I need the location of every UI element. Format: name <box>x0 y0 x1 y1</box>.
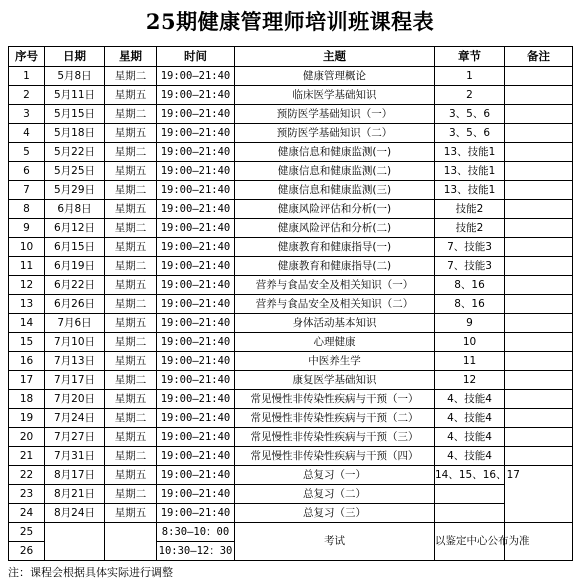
cell-chapter: 8、16 <box>435 295 505 314</box>
cell-date: 6月12日 <box>45 219 105 238</box>
cell-chapter: 12 <box>435 371 505 390</box>
exam-row <box>9 523 573 542</box>
cell-chapter: 14、15、16、17 <box>435 466 505 485</box>
table-row <box>9 181 573 200</box>
cell-topic: 中医养生学 <box>235 352 435 371</box>
cell-time: 19:00—21:40 <box>157 352 235 371</box>
cell-chapter: 11 <box>435 352 505 371</box>
table-row <box>9 295 573 314</box>
cell-chapter: 7、技能3 <box>435 238 505 257</box>
cell-no: 3 <box>9 105 45 124</box>
cell-time: 19:00—21:40 <box>157 504 235 523</box>
cell-remark <box>505 219 573 238</box>
cell-topic: 常见慢性非传染性疾病与干预（四） <box>235 447 435 466</box>
table-row <box>9 428 573 447</box>
cell-topic: 营养与食品安全及相关知识（二） <box>235 295 435 314</box>
cell-date: 5月15日 <box>45 105 105 124</box>
cell-time: 19:00—21:40 <box>157 219 235 238</box>
cell-date: 6月22日 <box>45 276 105 295</box>
cell-no: 8 <box>9 200 45 219</box>
cell-time: 19:00—21:40 <box>157 485 235 504</box>
cell-date: 7月20日 <box>45 390 105 409</box>
cell-topic: 临床医学基础知识 <box>235 86 435 105</box>
cell-topic: 常见慢性非传染性疾病与干预（二） <box>235 409 435 428</box>
cell-remark <box>505 447 573 466</box>
cell-time: 19:00—21:40 <box>157 143 235 162</box>
header-no: 序号 <box>9 47 45 67</box>
table-row <box>9 390 573 409</box>
cell-topic: 心理健康 <box>235 333 435 352</box>
cell-no: 9 <box>9 219 45 238</box>
table-row <box>9 219 573 238</box>
cell-remark <box>505 276 573 295</box>
cell-remark <box>505 67 573 86</box>
exam-no-2: 26 <box>9 542 45 561</box>
cell-chapter: 13、技能1 <box>435 181 505 200</box>
cell-topic: 身体活动基本知识 <box>235 314 435 333</box>
cell-weekday: 星期二 <box>105 67 157 86</box>
cell-no: 7 <box>9 181 45 200</box>
cell-topic: 健康信息和健康监测(三) <box>235 181 435 200</box>
cell-no: 15 <box>9 333 45 352</box>
cell-time: 19:00—21:40 <box>157 428 235 447</box>
cell-remark <box>505 105 573 124</box>
cell-remark <box>505 238 573 257</box>
cell-date: 7月17日 <box>45 371 105 390</box>
cell-remark <box>505 333 573 352</box>
cell-topic: 健康信息和健康监测(二) <box>235 162 435 181</box>
table-row <box>9 447 573 466</box>
cell-weekday: 星期二 <box>105 257 157 276</box>
cell-weekday: 星期五 <box>105 390 157 409</box>
cell-chapter: 3、5、6 <box>435 105 505 124</box>
cell-chapter: 2 <box>435 86 505 105</box>
table-row <box>9 105 573 124</box>
cell-weekday: 星期二 <box>105 295 157 314</box>
cell-chapter: 技能2 <box>435 200 505 219</box>
page-title: 25期健康管理师培训班课程表 <box>145 9 435 34</box>
cell-topic: 营养与食品安全及相关知识（一） <box>235 276 435 295</box>
table-row <box>9 238 573 257</box>
cell-date: 5月18日 <box>45 124 105 143</box>
cell-chapter: 3、5、6 <box>435 124 505 143</box>
cell-date: 5月8日 <box>45 67 105 86</box>
cell-chapter: 4、技能4 <box>435 409 505 428</box>
cell-chapter: 8、16 <box>435 276 505 295</box>
cell-no: 16 <box>9 352 45 371</box>
cell-date: 6月8日 <box>45 200 105 219</box>
cell-date: 5月29日 <box>45 181 105 200</box>
cell-no: 10 <box>9 238 45 257</box>
cell-time: 19:00—21:40 <box>157 314 235 333</box>
cell-date: 8月24日 <box>45 504 105 523</box>
cell-weekday: 星期五 <box>105 314 157 333</box>
cell-weekday: 星期二 <box>105 333 157 352</box>
cell-weekday: 星期五 <box>105 200 157 219</box>
cell-date: 5月25日 <box>45 162 105 181</box>
cell-no: 23 <box>9 485 45 504</box>
cell-weekday: 星期二 <box>105 409 157 428</box>
cell-date: 7月10日 <box>45 333 105 352</box>
cell-date: 8月17日 <box>45 466 105 485</box>
cell-topic: 健康风险评估和分析(一) <box>235 200 435 219</box>
cell-no: 13 <box>9 295 45 314</box>
cell-no: 22 <box>9 466 45 485</box>
cell-chapter: 4、技能4 <box>435 390 505 409</box>
table-row <box>9 257 573 276</box>
cell-date: 6月26日 <box>45 295 105 314</box>
cell-time: 19:00—21:40 <box>157 276 235 295</box>
cell-no: 4 <box>9 124 45 143</box>
cell-time: 19:00—21:40 <box>157 371 235 390</box>
footnote: 注：课程会根据具体实际进行调整 <box>8 566 173 579</box>
cell-time: 19:00—21:40 <box>157 333 235 352</box>
cell-no: 24 <box>9 504 45 523</box>
exam-no-1: 25 <box>9 523 45 542</box>
cell-no: 18 <box>9 390 45 409</box>
cell-time: 19:00—21:40 <box>157 409 235 428</box>
cell-chapter: 技能2 <box>435 219 505 238</box>
cell-topic: 预防医学基础知识（一） <box>235 105 435 124</box>
cell-no: 1 <box>9 67 45 86</box>
header-weekday: 星期 <box>105 47 157 67</box>
cell-remark <box>505 124 573 143</box>
cell-date: 8月21日 <box>45 485 105 504</box>
cell-weekday: 星期五 <box>105 124 157 143</box>
header-remark: 备注 <box>505 47 573 67</box>
cell-topic: 总复习（二） <box>235 485 435 504</box>
cell-weekday: 星期二 <box>105 371 157 390</box>
table-row <box>9 409 573 428</box>
header-topic: 主题 <box>235 47 435 67</box>
cell-chapter: 1 <box>435 67 505 86</box>
cell-time: 19:00—21:40 <box>157 466 235 485</box>
cell-remark <box>505 86 573 105</box>
cell-weekday: 星期五 <box>105 238 157 257</box>
cell-remark <box>505 390 573 409</box>
cell-topic: 健康教育和健康指导(二) <box>235 257 435 276</box>
cell-time: 19:00—21:40 <box>157 200 235 219</box>
cell-topic: 健康风险评估和分析(二) <box>235 219 435 238</box>
cell-chapter: 4、技能4 <box>435 428 505 447</box>
table-row <box>9 371 573 390</box>
cell-remark <box>505 181 573 200</box>
cell-time: 19:00—21:40 <box>157 124 235 143</box>
cell-chapter: 13、技能1 <box>435 143 505 162</box>
cell-time: 19:00—21:40 <box>157 86 235 105</box>
cell-remark <box>505 428 573 447</box>
cell-date: 5月22日 <box>45 143 105 162</box>
cell-remark <box>505 295 573 314</box>
cell-weekday: 星期二 <box>105 105 157 124</box>
cell-chapter <box>435 504 505 523</box>
cell-no: 21 <box>9 447 45 466</box>
cell-chapter: 13、技能1 <box>435 162 505 181</box>
cell-date: 6月15日 <box>45 238 105 257</box>
cell-weekday: 星期五 <box>105 504 157 523</box>
cell-weekday: 星期二 <box>105 219 157 238</box>
cell-topic: 总复习（三） <box>235 504 435 523</box>
cell-date: 7月24日 <box>45 409 105 428</box>
cell-time: 19:00—21:40 <box>157 162 235 181</box>
exam-time-2: 10:30—12：30 <box>157 542 235 561</box>
cell-time: 19:00—21:40 <box>157 67 235 86</box>
cell-topic: 预防医学基础知识（二） <box>235 124 435 143</box>
header-row <box>9 47 573 67</box>
cell-remark <box>505 257 573 276</box>
table-row <box>9 67 573 86</box>
header-chapter: 章节 <box>435 47 505 67</box>
table-row <box>9 352 573 371</box>
cell-weekday: 星期五 <box>105 466 157 485</box>
cell-weekday: 星期五 <box>105 276 157 295</box>
table-row <box>9 162 573 181</box>
cell-topic: 总复习（一） <box>235 466 435 485</box>
cell-remark <box>505 143 573 162</box>
header-date: 日期 <box>45 47 105 67</box>
exam-date-cell <box>45 523 105 561</box>
exam-weekday-cell <box>105 523 157 561</box>
header-time: 时间 <box>157 47 235 67</box>
table-row <box>9 333 573 352</box>
cell-no: 11 <box>9 257 45 276</box>
cell-weekday: 星期五 <box>105 352 157 371</box>
cell-no: 20 <box>9 428 45 447</box>
cell-time: 19:00—21:40 <box>157 238 235 257</box>
cell-weekday: 星期五 <box>105 86 157 105</box>
cell-remark <box>505 352 573 371</box>
cell-remark <box>505 200 573 219</box>
cell-remark <box>505 409 573 428</box>
cell-weekday: 星期五 <box>105 428 157 447</box>
cell-no: 5 <box>9 143 45 162</box>
cell-date: 5月11日 <box>45 86 105 105</box>
cell-no: 19 <box>9 409 45 428</box>
cell-time: 19:00—21:40 <box>157 257 235 276</box>
cell-remark <box>505 162 573 181</box>
table-row <box>9 485 573 504</box>
cell-topic: 健康信息和健康监测(一) <box>235 143 435 162</box>
cell-chapter: 10 <box>435 333 505 352</box>
cell-time: 19:00—21:40 <box>157 295 235 314</box>
schedule-table <box>8 46 573 561</box>
cell-date: 7月13日 <box>45 352 105 371</box>
table-row <box>9 276 573 295</box>
cell-weekday: 星期五 <box>105 162 157 181</box>
cell-time: 19:00—21:40 <box>157 447 235 466</box>
cell-date: 7月6日 <box>45 314 105 333</box>
cell-time: 19:00—21:40 <box>157 181 235 200</box>
table-row <box>9 504 573 523</box>
cell-no: 2 <box>9 86 45 105</box>
cell-no: 17 <box>9 371 45 390</box>
table-row <box>9 466 573 485</box>
cell-weekday: 星期二 <box>105 447 157 466</box>
cell-topic: 常见慢性非传染性疾病与干预（一） <box>235 390 435 409</box>
cell-date: 7月27日 <box>45 428 105 447</box>
cell-chapter: 7、技能3 <box>435 257 505 276</box>
table-row <box>9 143 573 162</box>
cell-weekday: 星期二 <box>105 485 157 504</box>
cell-chapter <box>435 485 505 504</box>
cell-weekday: 星期二 <box>105 181 157 200</box>
table-row <box>9 314 573 333</box>
cell-topic: 常见慢性非传染性疾病与干预（三） <box>235 428 435 447</box>
cell-weekday: 星期二 <box>105 143 157 162</box>
cell-time: 19:00—21:40 <box>157 105 235 124</box>
cell-remark <box>505 314 573 333</box>
exam-time-1: 8:30—10：00 <box>157 523 235 542</box>
table-row <box>9 200 573 219</box>
cell-date: 7月31日 <box>45 447 105 466</box>
cell-time: 19:00—21:40 <box>157 390 235 409</box>
cell-topic: 健康教育和健康指导(一) <box>235 238 435 257</box>
cell-chapter: 9 <box>435 314 505 333</box>
cell-no: 6 <box>9 162 45 181</box>
cell-no: 14 <box>9 314 45 333</box>
table-row <box>9 124 573 143</box>
cell-topic: 健康管理概论 <box>235 67 435 86</box>
cell-chapter: 4、技能4 <box>435 447 505 466</box>
cell-no: 12 <box>9 276 45 295</box>
cell-date: 6月19日 <box>45 257 105 276</box>
exam-topic: 考试 <box>235 523 435 561</box>
table-row <box>9 86 573 105</box>
cell-remark <box>505 371 573 390</box>
cell-topic: 康复医学基础知识 <box>235 371 435 390</box>
exam-chapter: 以鉴定中心公布为准 <box>435 523 505 561</box>
